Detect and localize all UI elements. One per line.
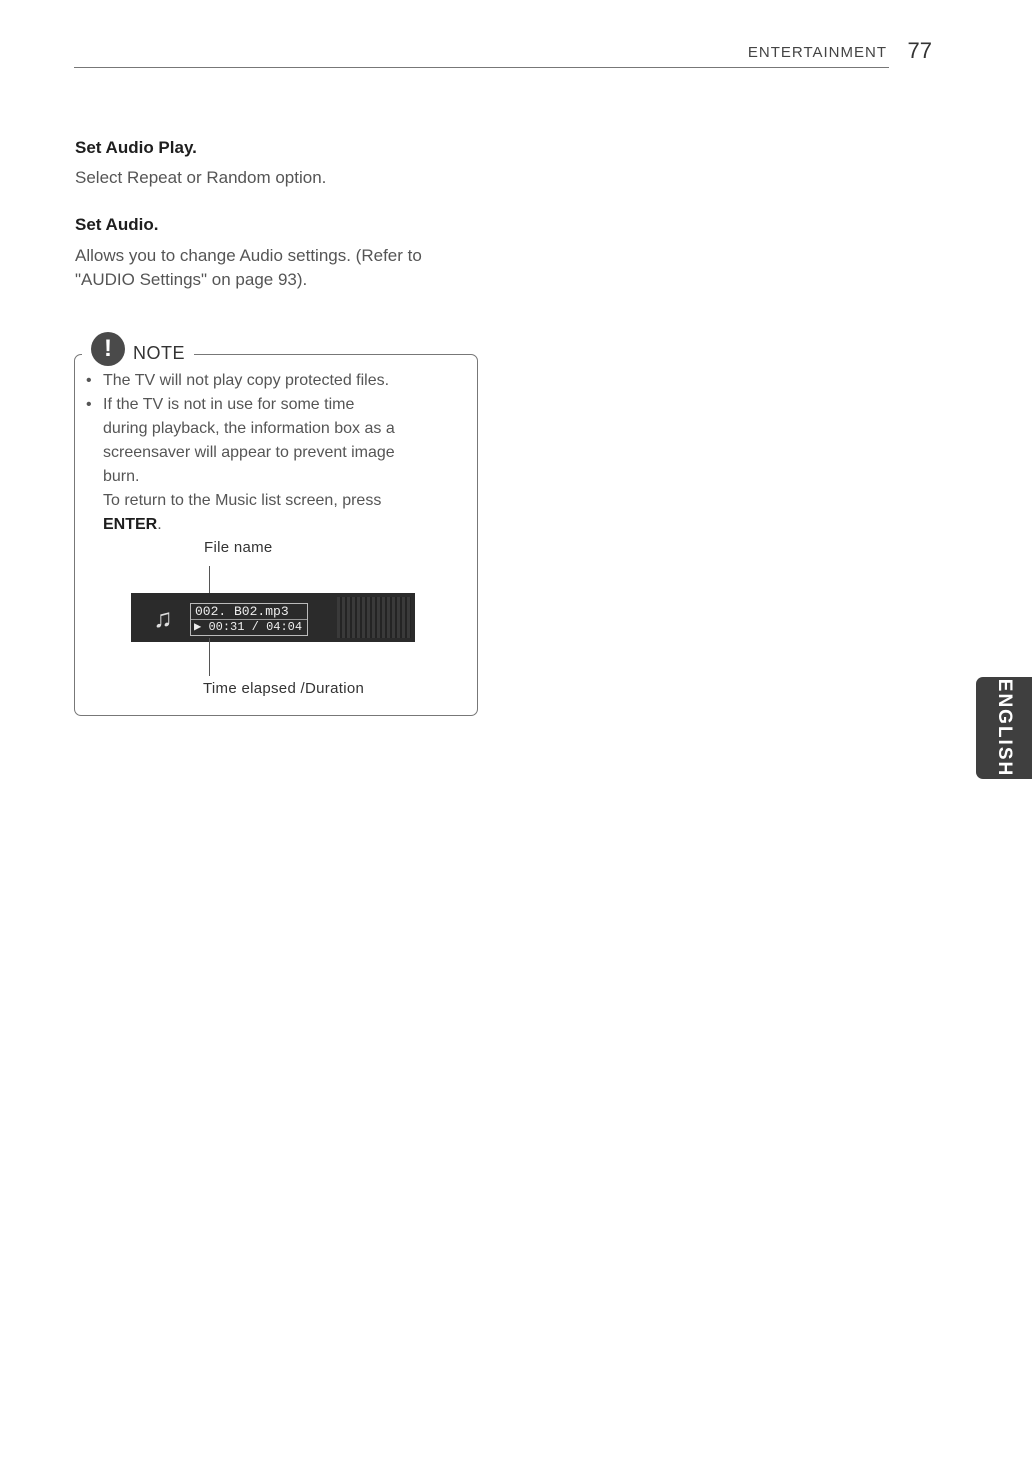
note-item: • If the TV is not in use for some time during playback, the information box as a screensaver will appear to prevent image burn. To return to the Music list screen, press ENTER. <box>86 396 395 533</box>
heading-set-audio-play: Set Audio Play. <box>75 138 197 157</box>
track-time: ▶ 00:31 / 04:04 <box>194 620 303 634</box>
heading-set-audio: Set Audio. <box>75 215 159 234</box>
track-filename: 002. B02.mp3 <box>195 604 289 619</box>
page-number: 77 <box>907 38 932 63</box>
note-title: NOTE <box>133 343 186 363</box>
language-tab <box>976 677 1032 779</box>
note-item: • The TV will not play copy protected files. <box>86 372 390 389</box>
language-label: ENGLISH <box>994 678 1016 778</box>
play-icon: ▶ <box>194 620 202 634</box>
file-name-label: File name <box>204 539 273 556</box>
note-list <box>86 369 456 537</box>
exclamation-icon: ! <box>91 332 125 366</box>
set-audio-play-text: Select Repeat or Random option. <box>75 168 327 187</box>
music-info-box <box>131 593 415 642</box>
music-note-icon: ♫ <box>153 603 173 633</box>
section-title: ENTERTAINMENT <box>747 44 887 61</box>
track-info <box>190 603 308 636</box>
time-duration-label: Time elapsed /Duration <box>203 680 365 697</box>
set-audio-text: Allows you to change Audio settings. (Refer to "AUDIO Settings" on page 93). <box>75 246 422 289</box>
album-art <box>337 597 411 638</box>
enter-key-label: ENTER <box>103 516 158 533</box>
header-divider <box>74 67 889 68</box>
callout-line-bottom <box>209 638 210 676</box>
